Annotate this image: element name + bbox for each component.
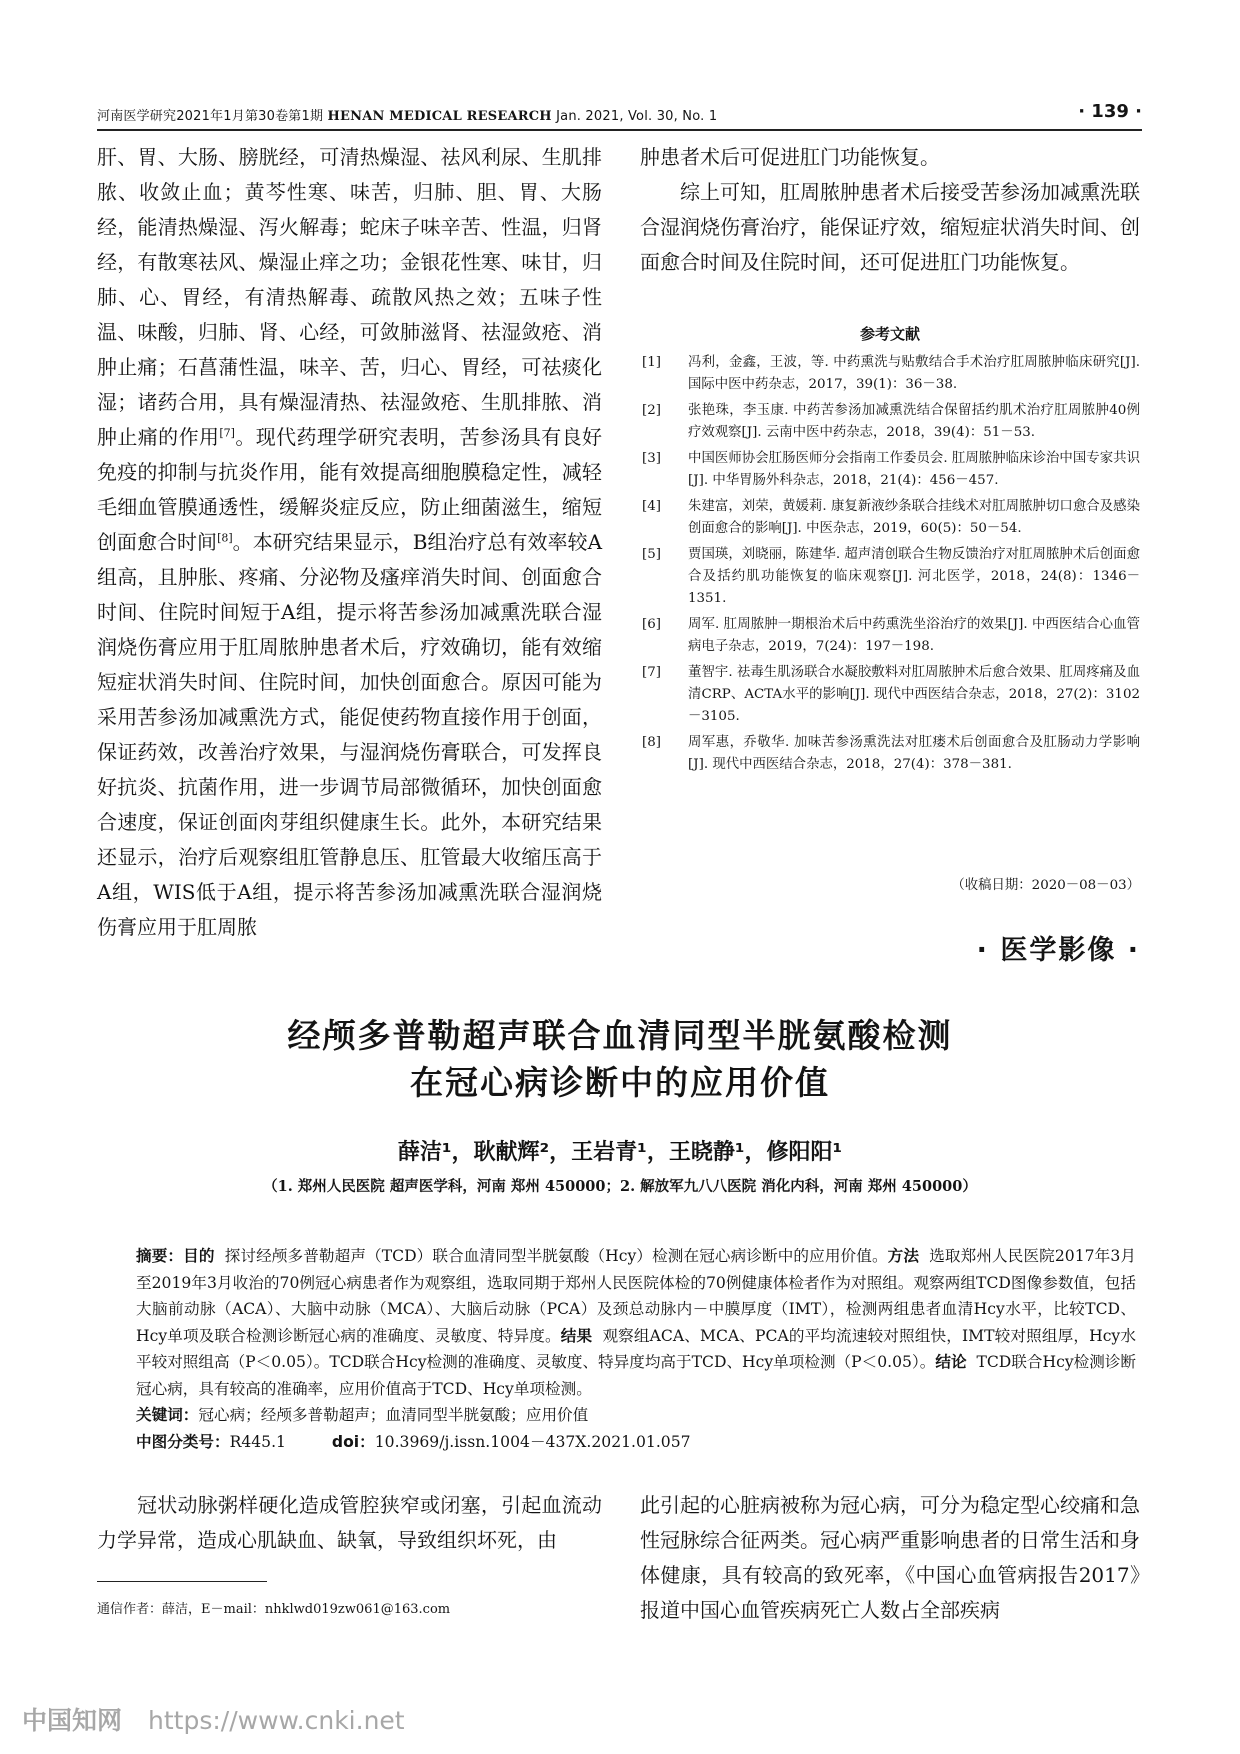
reference-text: 张艳珠，李玉康. 中药苦参汤加减熏洗结合保留括约肌术治疗肛周脓肿40例疗效观察[J]. 云南中医中药杂志，2018，39(4)：51－53. <box>688 403 1140 440</box>
reference-number: [4] <box>642 499 661 514</box>
reference-text: 董智宇. 祛毒生肌汤联合水凝胶敷料对肛周脓肿术后愈合效果、肛周疼痛及血清CRP、ACTA水平的影响[J]. 现代中西医结合杂志，2018，27(2)：3102－3105. <box>688 665 1140 724</box>
journal-issue: Jan. 2021, Vol. 30, No. 1 <box>556 109 718 124</box>
objective-label: 目的 <box>183 1247 215 1265</box>
doi-value: 10.3969/j.issn.1004－437X.2021.01.057 <box>374 1432 691 1451</box>
reference-text: 冯利，金鑫，王波，等. 中药熏洗与贴敷结合手术治疗肛周脓肿临床研究[J]. 国际中医中药杂志，2017，39(1)：36－38. <box>688 355 1140 392</box>
objective-text: 探讨经颅多普勒超声（TCD）联合血清同型半胱氨酸（Hcy）检测在冠心病诊断中的应用价值。 <box>224 1247 888 1265</box>
reference-number: [7] <box>642 665 661 680</box>
footnote-rule <box>97 1581 267 1582</box>
body-left-para: 冠状动脉粥样硬化造成管腔狭窄或闭塞，引起血流动力学异常，造成心肌缺血、缺氧，导致组织坏死，由 <box>97 1493 602 1552</box>
abstract-label: 摘要： <box>136 1247 184 1265</box>
citation-8: [8] <box>217 531 233 545</box>
keywords-line <box>136 1402 1136 1429</box>
conclusion-label: 结论 <box>935 1353 967 1371</box>
reference-item <box>640 400 1140 444</box>
reference-item <box>640 614 1140 658</box>
journal-en: HENAN MEDICAL RESEARCH <box>327 109 552 124</box>
reference-item <box>640 352 1140 396</box>
reference-item <box>640 732 1140 776</box>
reference-text: 朱建富，刘荣，黄媛莉. 康复新液纱条联合挂线术对肛周脓肿切口愈合及感染创面愈合的影响[J]. 中医杂志，2019，60(5)：50－54. <box>688 499 1140 536</box>
left-para-1b: 。现代药理学研究表明，苦参汤具有良好免疫的抑制与抗炎作用，能有效提高细胞膜稳定性，减轻毛细血管膜通透性，缓解炎症反应，防止细菌滋生，缩短创面愈合时间 <box>97 425 603 554</box>
reference-text: 贾国瑛，刘晓丽，陈建华. 超声清创联合生物反馈治疗对肛周脓肿术后创面愈合及括约肌功能恢复的临床观察[J]. 河北医学，2018，24(8)：1346－1351. <box>688 547 1140 606</box>
reference-number: [1] <box>642 355 661 370</box>
left-para-1: 肝、胃、大肠、膀胱经，可清热燥湿、祛风利尿、生肌排脓、收敛止血；黄芩性寒、味苦，归肺、胆、胃、大肠经，能清热燥湿、泻火解毒；蛇床子味辛苦、性温，归肾经，有散寒祛风、燥湿止痒之功；金银花性寒、味甘，归肺、心、胃经，有清热解毒、疏散风热之效；五味子性温、味酸，归肺、肾、心经，可敛肺滋肾、祛湿敛疮、消肿止痛；石菖蒲性温，味辛、苦，归心、胃经，可祛痰化湿；诸药合用，具有燥湿清热、祛湿敛疮、生肌排脓、消肿止痛的作用 <box>97 145 602 449</box>
body-right-text <box>640 1488 1140 1628</box>
reference-item <box>640 544 1140 610</box>
left-column-text <box>97 140 602 945</box>
reference-item <box>640 496 1140 540</box>
right-para-2: 综上可知，肛周脓肿患者术后接受苦参汤加减熏洗联合湿润烧伤膏治疗，能保证疗效，缩短症状消失时间、创面愈合时间及住院时间，还可促进肛门功能恢复。 <box>640 180 1140 274</box>
clc-value: R445.1 <box>229 1432 286 1451</box>
reference-number: [3] <box>642 451 661 466</box>
reference-number: [8] <box>642 735 661 750</box>
running-header <box>97 103 1142 127</box>
reference-item <box>640 448 1140 492</box>
cnki-watermark <box>22 1701 405 1737</box>
header-rule <box>97 129 1142 131</box>
conclusion-text: TCD联合Hcy检测诊断冠心病，具有较高的准确率，应用价值高于TCD、Hcy单项检测。 <box>136 1353 1137 1398</box>
classification-line <box>136 1429 1136 1456</box>
reference-number: [6] <box>642 617 661 632</box>
results-label: 结果 <box>560 1326 593 1345</box>
abstract-block <box>136 1243 1136 1455</box>
article-title <box>100 1012 1140 1106</box>
journal-info <box>97 105 717 124</box>
doi-label: doi： <box>331 1432 375 1451</box>
watermark-brand: 中国知网 <box>22 1706 123 1735</box>
keywords-text: 冠心病；经颅多普勒超声；血清同型半胱氨酸；应用价值 <box>198 1406 589 1424</box>
article-authors: 薛洁¹，耿献辉²，王岩青¹，王晓静¹，修阳阳¹ <box>397 1140 843 1165</box>
corresponding-author-footnote: 通信作者：薛洁，E－mail：nhklwd019zw061@163.com <box>97 1602 451 1617</box>
article-title-line-1: 经颅多普勒超声联合血清同型半胱氨酸检测 <box>287 1016 953 1055</box>
methods-text: 选取郑州人民医院2017年3月至2019年3月收治的70例冠心病患者作为观察组，选取同期于郑州人民医院体检的70例健康体检者作为对照组。观察两组TCD图像参数值，包括大脑前动脉（ACA）、大脑中动脉（MCA）、大脑后动脉（PCA）及颈总动脉内－中膜厚度（IMT），检测两组患者血清Hcy水平，比较TCD、Hcy单项及联合检测诊断冠心病的准确度、灵敏度、特异度。 <box>136 1247 1136 1345</box>
reference-number: [5] <box>642 547 661 562</box>
reference-number: [2] <box>642 403 661 418</box>
body-right-para: 此引起的心脏病被称为冠心病，可分为稳定型心绞痛和急性冠脉综合征两类。冠心病严重影响患者的日常生活和身体健康，具有较高的致死率，《中国心血管病报告2017》报道中国心血管疾病死亡人数占全部疾病 <box>640 1493 1140 1622</box>
methods-label: 方法 <box>887 1247 920 1265</box>
body-left-text <box>97 1488 602 1558</box>
reference-text: 周军. 肛周脓肿一期根治术后中药熏洗坐浴治疗的效果[J]. 中西医结合心血管病电子杂志，2019，7(24)：197－198. <box>688 617 1140 654</box>
right-column-text <box>640 140 1140 280</box>
reference-text: 周军惠，乔敬华. 加味苦参汤熏洗法对肛瘘术后创面愈合及肛肠动力学影响[J]. 现代中西医结合杂志，2018，27(4)：378－381. <box>688 735 1140 772</box>
section-tag: · 医学影像 · <box>976 935 1140 966</box>
reference-text: 中国医师协会肛肠医师分会指南工作委员会. 肛周脓肿临床诊治中国专家共识[J]. 中华胃肠外科杂志，2018，21(4)：456－457. <box>688 451 1140 488</box>
article-affiliations: （1. 郑州人民医院 超声医学科，河南 郑州 450000；2. 解放军九八八医院 消化内科，河南 郑州 450000） <box>263 1178 977 1195</box>
citation-7: [7] <box>219 426 235 440</box>
keywords-label: 关键词： <box>136 1406 199 1424</box>
clc-label: 中图分类号： <box>136 1432 230 1451</box>
article-title-line-2: 在冠心病诊断中的应用价值 <box>410 1063 830 1102</box>
received-date: （收稿日期：2020－08－03） <box>951 878 1140 893</box>
abstract-paragraph <box>136 1243 1136 1402</box>
results-text: 观察组ACA、MCA、PCA的平均流速较对照组快，IMT较对照组厚，Hcy水平较对照组高（P＜0.05）。TCD联合Hcy检测的准确度、灵敏度、特异度均高于TCD、Hcy单项检测（P＜0.05）。 <box>136 1326 1136 1371</box>
left-para-1c: 。本研究结果显示，B组治疗总有效率较A组高，且肿胀、疼痛、分泌物及瘙痒消失时间、创面愈合时间、住院时间短于A组，提示将苦参汤加减熏洗联合湿润烧伤膏应用于肛周脓肿患者术后，疗效确切，能有效缩短症状消失时间、住院时间，加快创面愈合。原因可能为采用苦参汤加减熏洗方式，能促使药物直接作用于创面，保证药效，改善治疗效果，与湿润烧伤膏联合，可发挥良好抗炎、抗菌作用，进一步调节局部微循环，加快创面愈合速度，保证创面肉芽组织健康生长。此外，本研究结果还显示，治疗后观察组肛管静息压、肛管最大收缩压高于A组，WIS低于A组，提示将苦参汤加减熏洗联合湿润烧伤膏应用于肛周脓 <box>97 530 603 939</box>
references-title: 参考文献 <box>859 325 920 343</box>
page-number: · 139 · <box>1078 101 1142 122</box>
right-para-1: 肿患者术后可促进肛门功能恢复。 <box>640 145 940 169</box>
reference-item <box>640 662 1140 728</box>
references-list <box>640 352 1140 780</box>
journal-cn: 河南医学研究2021年1月第30卷第1期 <box>97 109 324 124</box>
watermark-url: https://www.cnki.net <box>148 1706 405 1735</box>
